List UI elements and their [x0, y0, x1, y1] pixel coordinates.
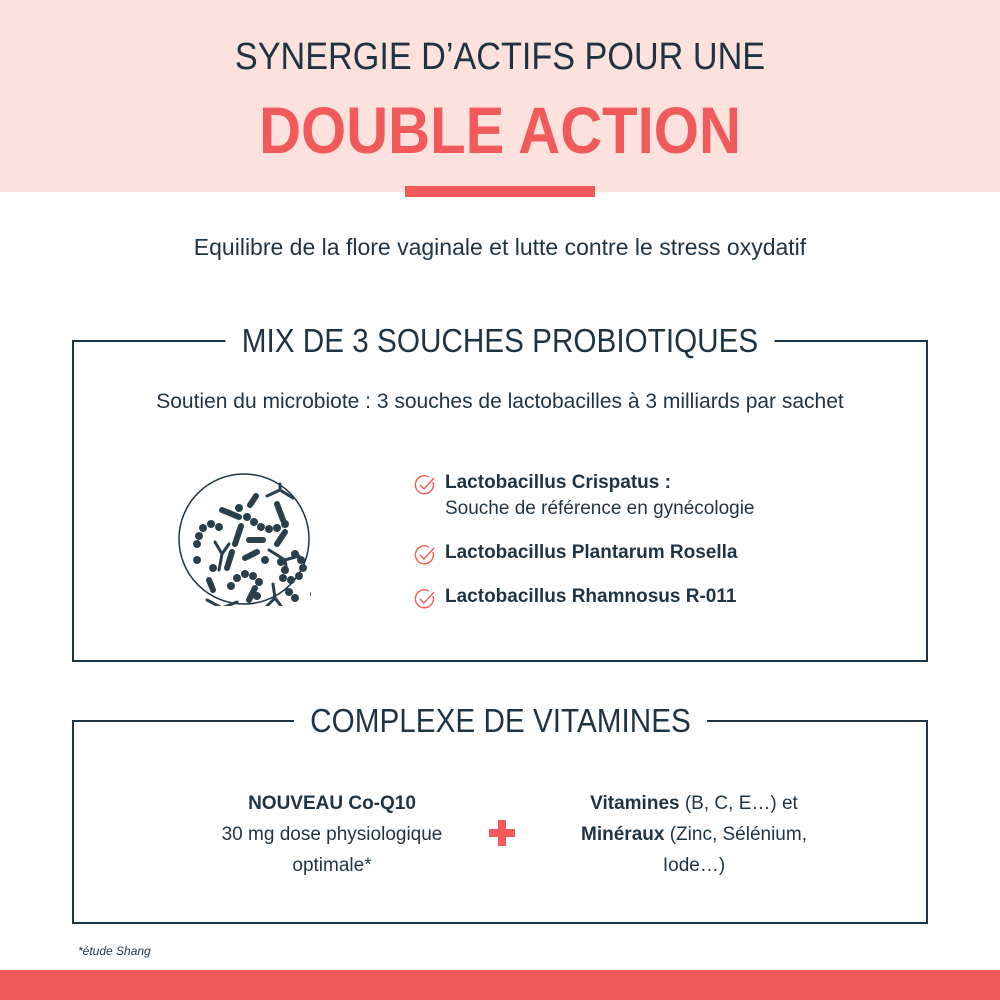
headline-line1: SYNERGIE D’ACTIFS POUR UNE [234, 36, 766, 78]
list-item [414, 540, 755, 566]
strain-name: Lactobacillus Rhamnosus R-011 [445, 586, 737, 607]
subtitle: Equilibre de la flore vaginale et lutte contre le stress oxydatif [193, 234, 807, 260]
coq10-column [152, 788, 512, 881]
header-band [0, 0, 1000, 192]
headline-line2: DOUBLE ACTION [259, 93, 741, 167]
strain-name: Lactobacillus Crispatus : [445, 472, 671, 493]
check-circle-icon [414, 588, 436, 610]
plus-icon [489, 820, 515, 846]
footnote: *étude Shang [78, 944, 151, 958]
list-item [414, 584, 755, 610]
vitamins-box [72, 702, 928, 924]
coq10-dose: 30 mg dose physiologique [221, 824, 443, 845]
minerals-label: Minéraux [581, 824, 665, 845]
vitamins-list: (B, C, E…) et [679, 793, 798, 814]
list-item [414, 470, 755, 522]
minerals-list: (Zinc, Sélénium, [664, 824, 807, 845]
bacteria-icon [177, 472, 311, 606]
probiotics-description: Soutien du microbiote : 3 souches de lactobacilles à 3 milliards par sachet [156, 390, 844, 413]
strain-list [414, 470, 755, 628]
coq10-note: optimale* [292, 855, 372, 876]
check-circle-icon [414, 474, 436, 496]
vitamins-label: Vitamines [590, 793, 680, 814]
coq10-title: NOUVEAU Co-Q10 [248, 793, 416, 814]
accent-bar [405, 186, 595, 197]
check-circle-icon [414, 544, 436, 566]
minerals-list-end: Iode…) [662, 855, 726, 876]
probiotics-box [72, 322, 928, 662]
probiotics-title: MIX DE 3 SOUCHES PROBIOTIQUES [226, 322, 775, 360]
strain-detail: Souche de référence en gynécologie [445, 498, 755, 519]
vitamins-column [514, 788, 874, 881]
footer-bar [0, 970, 1000, 1000]
strain-name: Lactobacillus Plantarum Rosella [445, 542, 738, 563]
vitamins-title: COMPLEXE DE VITAMINES [293, 702, 706, 740]
